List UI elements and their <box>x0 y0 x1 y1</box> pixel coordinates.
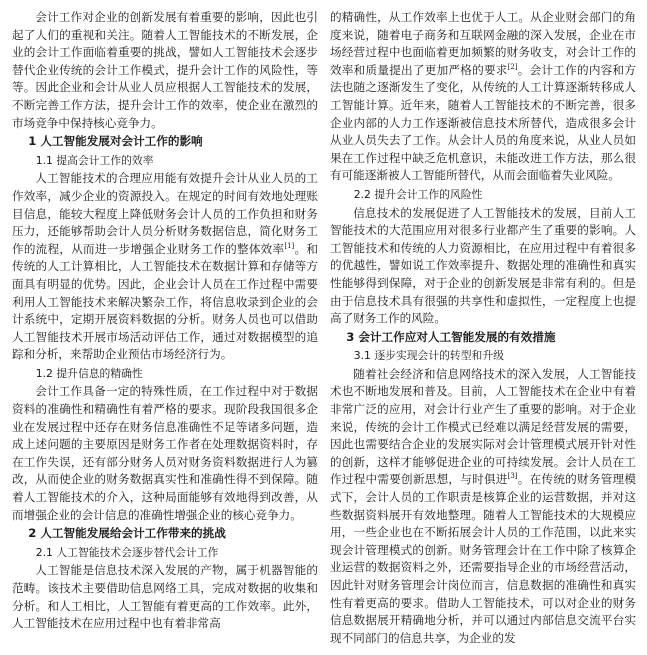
paragraph-transformation <box>330 366 636 648</box>
paragraph-replacement: 人工智能是信息技术深入发展的产物，属于机器智能的范畴。该技术主要借助信息网络工具，完成对数据的收集和分析。和人工相比，人工智能有着更高的工作效率。此外，人工智能技术在应用过程中也有着非常高 <box>12 563 318 631</box>
paragraph-accuracy: 会计工作具备一定的特殊性质，在工作过程中对于数据资料的准确性和精确性有着严格的要求。现阶段我国很多企业在发展过程中还存在财务信息准确性不足等诸多问题，造成上述问题的主要原因是财务工作者在处理数据资料时，存在工作失误，还有部分财务人员对财务资料数据进行人为篡改，从而使企业的财务数据真实性和准确性得不到保障。随着人工智能技术的介入，这种局面能够有效地得到改善，从而增强企业的会计信息的准确性增强企业的核心竞争力。 <box>12 384 318 522</box>
paragraph-continued <box>330 9 636 185</box>
subsection-heading-1-2: 1.2 提升信息的精确性 <box>35 366 143 380</box>
citation-2: [2] <box>507 62 518 71</box>
paragraph-text: 人工智能技术的合理应用能有效提升会计从业人员的工作效率，减少企业的资源投入。在规定的时间有效地处理账目信息，能较大程度上降低财务会计人员的工作负担和财务压力，还能够帮助会计人员分析财务数据信息，简化财务工作的流程，从而进一步增强企业财务工作的整体效率 <box>12 171 318 256</box>
left-column <box>12 9 318 655</box>
subsection-heading-2-1: 2.1 人工智能技术会逐步替代会计工作 <box>35 545 219 559</box>
section-heading-1: 1 人工智能发展对会计工作的影响 <box>28 134 203 149</box>
paragraph-text: 。会计工作的内容和方法也随之逐渐发生了变化，从传统的人工计算逐渐转移成人工智能计算。近年来，随着人工智能技术的不断完善，很多企业内部的人力工作逐渐被信息技术所替代，造成很多会计从业人员失去了工作。从会计人员的角度来说，从业人员如果在工作过程中缺乏危机意识，未能改进工作方法，那么很有可能逐渐被人工智能所替代，从而会面临着失业风险。 <box>330 62 636 183</box>
paragraph-text: 的精确性，从工作效率上也优于人工。从企业财会部门的角度来说，随着电子商务和互联网金融的深入发展，企业在市场经营过程中也面临着更加频繁的财务收支，对会计工作的效率和质量提出了更加严格的要求 <box>330 10 636 77</box>
section-heading-3: 3 会计工作应对人工智能发展的有效措施 <box>346 329 556 344</box>
subsection-heading-2-2: 2.2 提升会计工作的风险性 <box>353 187 483 201</box>
paragraph-risk: 信息技术的发展促进了人工智能技术的发展，目前人工智能技术的大范围应用对很多行业都产生了重要的影响。人工智能技术和传统的人力资源相比，在应用过程中有着很多的优越性，譬如说工作效率提升、数据处理的准确性和真实性能够得到保障，对于企业的创新发展是非常有利的。但是由于信息技术具有很强的共享性和虚拟性，一定程度上也提高了财务工作的风险。 <box>330 205 636 326</box>
paragraph-efficiency <box>12 170 318 364</box>
citation-3: [3] <box>507 472 518 481</box>
two-column-body <box>12 9 637 655</box>
paragraph-intro: 会计工作对企业的创新发展有着重要的影响，因此也引起了人们的重视和关注。随着人工智能技术的不断发展，企业的会计工作面临着重要的挑战，譬如人工智能技术会逐步替代企业传统的会计工作模式，提升会计工作的风险性，等等。因此企业和会计从业人员应根据人工智能技术的发展，不断完善工作方法，提升会计工作的效率，使企业在激烈的市场竞争中保持核心竞争力。 <box>12 10 318 130</box>
paragraph-text: 。在传统的财务管理模式下，会计人员的工作职责是核算企业的运营数据，并对这些数据资料展开有效地整理。随着人工智能技术的大规模应用，一些企业也在不断拓展会计人员的工作范围，以此来实现会计管理模式的创新。财务管理会计在工作中除了核算企业运营的数据资料之外，还需要指导企业的市场经营活动，因此针对财务管理会计岗位而言，信息数据的准确性和真实性有着更高的要求。借助人工智能技术，可以对企业的财务信息数据展开精确地分析，并可以通过内部信息交流平台实现不同部门的信息共享，为企业的发 <box>330 472 636 645</box>
right-column <box>330 9 636 655</box>
subsection-heading-1-1: 1.1 提高会计工作的效率 <box>35 153 154 167</box>
citation-1: [1] <box>284 241 295 250</box>
section-heading-2: 2 人工智能发展给会计工作带来的挑战 <box>28 526 226 541</box>
paragraph-text: 。和传统的人工计算相比，人工智能技术在数据计算和存储等方面具有明显的优势。因此，企业会计人员在工作过程中需要利用人工智能技术来解决繁杂工作，将信息收录到企业的会计系统中，定期开展资料数据的分析。财务人员也可以借助人工智能技术开展市场活动评估工作，通过对数据模型的追踪和分析，来帮助企业预估市场经济行为。 <box>12 241 318 362</box>
paragraph-text: 随着社会经济和信息网络技术的深入发展，人工智能技术也不断地发展和普及。目前，人工智能技术在企业中有着非常广泛的应用，对会计行业产生了重要的影响。对于企业来说，传统的会计工作模式已经难以满足经营发展的需要，因此也需要结合企业的发展实际对会计管理模式展开针对性的创新，这样才能够促进企业的可持续发展。会计人员在工作过程中需要创新思想，与时俱进 <box>330 366 636 487</box>
subsection-heading-3-1: 3.1 逐步实现会计的转型和升级 <box>353 349 504 363</box>
